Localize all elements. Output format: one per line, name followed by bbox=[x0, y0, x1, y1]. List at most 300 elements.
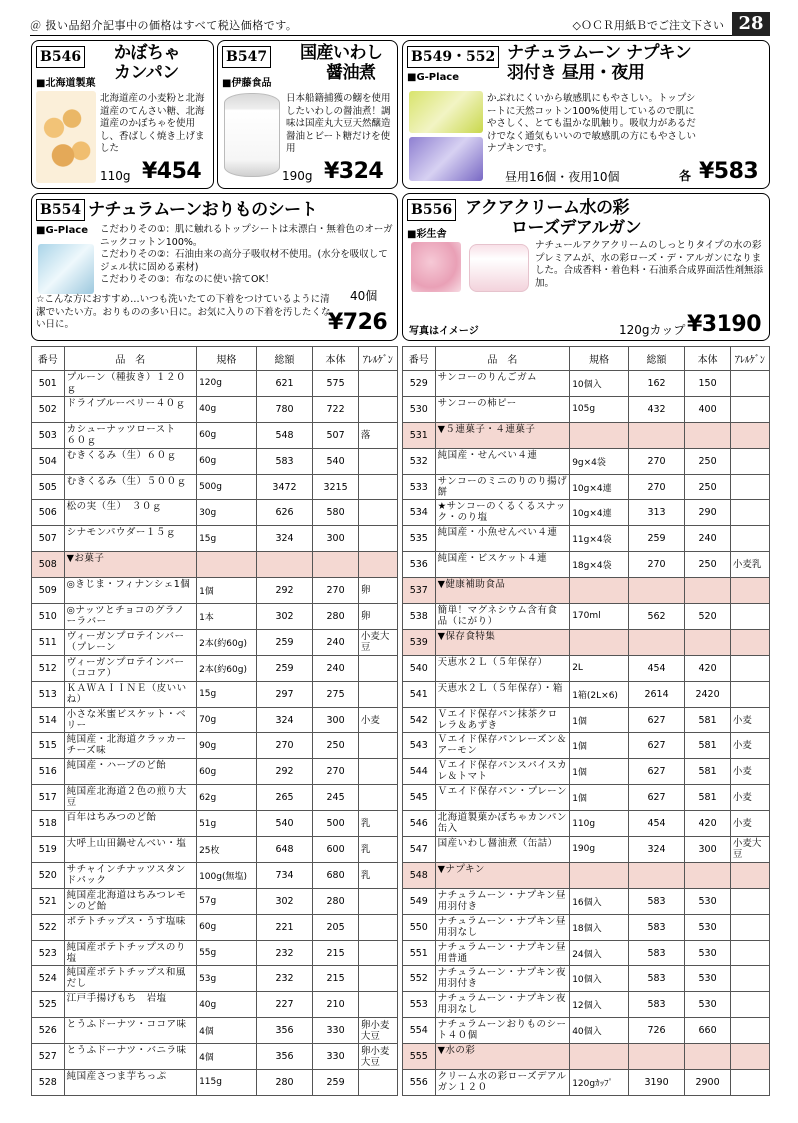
item-spec: 24個入 bbox=[570, 940, 629, 966]
item-spec: 18個入 bbox=[570, 914, 629, 940]
item-base-price: 250 bbox=[685, 552, 731, 578]
item-base-price: 250 bbox=[685, 474, 731, 500]
item-total-price: 454 bbox=[628, 655, 684, 681]
item-allergen bbox=[358, 655, 397, 681]
col-number: 番号 bbox=[32, 347, 65, 371]
item-name: ナチュラムーン・ナプキン昼用羽なし bbox=[435, 914, 570, 940]
product-description: こだわりその①：肌に触れるトップシートは未漂白・無着色のオーガニックコットン100%。 bbox=[100, 224, 393, 248]
item-name: 純国産・ハーブのど飴 bbox=[64, 759, 196, 785]
item-base-price: 250 bbox=[685, 448, 731, 474]
table-row bbox=[32, 448, 398, 474]
item-number: 538 bbox=[403, 604, 436, 630]
product-code: B549・552 bbox=[407, 46, 499, 68]
item-name: プルーン（種抜き）１２０ｇ bbox=[64, 371, 196, 397]
product-card-b546[interactable] bbox=[31, 40, 214, 189]
maker-label: ■伊藤食品 bbox=[222, 78, 272, 89]
item-number: 549 bbox=[403, 888, 436, 914]
item-total-price: 324 bbox=[628, 837, 684, 863]
item-name: ドライブルーベリー４０ｇ bbox=[64, 396, 196, 422]
item-allergen bbox=[730, 1070, 769, 1096]
table-row bbox=[403, 966, 770, 992]
item-number: 505 bbox=[32, 474, 65, 500]
item-total-price: 292 bbox=[256, 578, 312, 604]
item-base-price: 530 bbox=[685, 992, 731, 1018]
item-allergen bbox=[730, 422, 769, 448]
product-image bbox=[409, 137, 483, 181]
item-allergen: 乳 bbox=[358, 837, 397, 863]
item-allergen: 卵 bbox=[358, 578, 397, 604]
product-name: ローズデアルガン bbox=[511, 218, 642, 238]
item-number: 550 bbox=[403, 914, 436, 940]
table-row bbox=[32, 940, 398, 966]
table-row bbox=[403, 371, 770, 397]
table-row bbox=[32, 1044, 398, 1070]
item-base-price: 240 bbox=[313, 655, 359, 681]
item-base-price: 581 bbox=[685, 759, 731, 785]
item-number: 518 bbox=[32, 811, 65, 837]
product-name: 醤油煮 bbox=[326, 63, 376, 83]
item-spec: 70g bbox=[197, 707, 257, 733]
product-code: B546 bbox=[36, 46, 85, 68]
item-allergen bbox=[358, 371, 397, 397]
item-base-price: 530 bbox=[685, 940, 731, 966]
col-number: 番号 bbox=[403, 347, 436, 371]
item-base-price: 520 bbox=[685, 604, 731, 630]
table-row bbox=[32, 1018, 398, 1044]
table-row bbox=[32, 526, 398, 552]
item-number: 512 bbox=[32, 655, 65, 681]
item-total-price: 259 bbox=[256, 655, 312, 681]
item-base-price: 580 bbox=[313, 500, 359, 526]
item-base-price: 660 bbox=[685, 1018, 731, 1044]
item-spec: 9g×4袋 bbox=[570, 448, 629, 474]
item-number: 515 bbox=[32, 733, 65, 759]
item-name: Ｖエイド保存パン・プレーン bbox=[435, 785, 570, 811]
item-spec: 18g×4袋 bbox=[570, 552, 629, 578]
item-base-price: 240 bbox=[685, 526, 731, 552]
item-name: ヴィーガンプロテインバー（プレーン bbox=[64, 629, 196, 655]
item-total-price: 540 bbox=[256, 811, 312, 837]
product-image bbox=[36, 91, 96, 183]
item-name: ▼５連菓子・４連菓子 bbox=[435, 422, 570, 448]
item-allergen bbox=[730, 578, 769, 604]
table-row bbox=[32, 371, 398, 397]
item-name: Ｖエイド保存パン抹茶クロレラ＆あずき bbox=[435, 707, 570, 733]
item-allergen bbox=[358, 526, 397, 552]
item-number: 517 bbox=[32, 785, 65, 811]
item-base-price: 581 bbox=[685, 707, 731, 733]
table-header-row bbox=[403, 347, 770, 371]
product-description: こだわりその③：布なのに使い捨てOK！ bbox=[100, 274, 275, 285]
item-name: ポテトチップス・うす塩味 bbox=[64, 914, 196, 940]
item-name: 百年はちみつのど飴 bbox=[64, 811, 196, 837]
item-name: ナチュラムーン・ナプキン昼用羽付き bbox=[435, 888, 570, 914]
item-base-price: 210 bbox=[313, 992, 359, 1018]
item-name: 純国産ポテトチップス和風だし bbox=[64, 966, 196, 992]
product-size: 190g bbox=[282, 169, 313, 183]
item-spec: 110g bbox=[570, 811, 629, 837]
item-total-price: 292 bbox=[256, 759, 312, 785]
item-spec: 51g bbox=[197, 811, 257, 837]
item-allergen bbox=[358, 552, 397, 578]
item-number: 544 bbox=[403, 759, 436, 785]
category-row bbox=[403, 422, 770, 448]
item-total-price: 270 bbox=[628, 448, 684, 474]
product-card-b547[interactable] bbox=[217, 40, 398, 189]
item-number: 504 bbox=[32, 448, 65, 474]
item-base-price bbox=[685, 422, 731, 448]
category-row bbox=[403, 578, 770, 604]
item-number: 552 bbox=[403, 966, 436, 992]
item-name: 松の実（生） ３０ｇ bbox=[64, 500, 196, 526]
item-spec: 120gｶｯﾌﾟ bbox=[570, 1070, 629, 1096]
page-header bbox=[30, 14, 770, 36]
item-total-price: 356 bbox=[256, 1044, 312, 1070]
item-allergen: 小麦 bbox=[730, 811, 769, 837]
item-allergen bbox=[730, 992, 769, 1018]
item-allergen bbox=[730, 914, 769, 940]
table-row bbox=[32, 862, 398, 888]
item-base-price: 680 bbox=[313, 862, 359, 888]
item-base-price: 300 bbox=[313, 526, 359, 552]
item-allergen bbox=[358, 396, 397, 422]
table-row bbox=[32, 681, 398, 707]
item-number: 551 bbox=[403, 940, 436, 966]
item-total-price: 627 bbox=[628, 707, 684, 733]
product-name: ナチュラムーンおりものシート bbox=[88, 200, 318, 220]
item-spec: 2本(約60g) bbox=[197, 629, 257, 655]
product-table-left bbox=[31, 346, 398, 1096]
product-image bbox=[469, 244, 529, 292]
product-price: ¥583 bbox=[699, 159, 759, 184]
item-number: 510 bbox=[32, 604, 65, 630]
category-row bbox=[403, 629, 770, 655]
item-allergen: 卵小麦大豆 bbox=[358, 1044, 397, 1070]
item-number: 541 bbox=[403, 681, 436, 707]
item-spec: 10個入 bbox=[570, 966, 629, 992]
item-name: クリーム水の彩ローズデアルガン１２０ bbox=[435, 1070, 570, 1096]
item-spec: 16個入 bbox=[570, 888, 629, 914]
item-allergen: 小麦 bbox=[730, 707, 769, 733]
item-number: 501 bbox=[32, 371, 65, 397]
item-base-price: 581 bbox=[685, 785, 731, 811]
item-number: 533 bbox=[403, 474, 436, 500]
item-spec: 40個入 bbox=[570, 1018, 629, 1044]
item-spec: 15g bbox=[197, 526, 257, 552]
item-spec: 90g bbox=[197, 733, 257, 759]
item-base-price bbox=[313, 552, 359, 578]
product-card-b554[interactable] bbox=[31, 193, 398, 341]
product-description: ☆こんな方におすすめ…いつも洗いたての下着をつけているように清潔でいたい方。おりものの多い日に。お気に入りの下着を汚したくない日に。 bbox=[36, 294, 331, 330]
item-allergen: 小麦乳 bbox=[730, 552, 769, 578]
item-spec: 170ml bbox=[570, 604, 629, 630]
col-spec: 規格 bbox=[197, 347, 257, 371]
table-row bbox=[32, 1070, 398, 1096]
item-number: 503 bbox=[32, 422, 65, 448]
item-total-price: 583 bbox=[256, 448, 312, 474]
product-description: 日本船籍捕獲の鰯を使用したいわしの醤油煮！調味は国産丸大豆天然醸造醤油とビート糖だけを使用 bbox=[286, 93, 391, 154]
item-allergen bbox=[358, 1070, 397, 1096]
item-number: 509 bbox=[32, 578, 65, 604]
item-allergen bbox=[730, 940, 769, 966]
table-row bbox=[403, 707, 770, 733]
item-number: 532 bbox=[403, 448, 436, 474]
item-allergen bbox=[358, 940, 397, 966]
item-base-price: 270 bbox=[313, 759, 359, 785]
item-name: とうふドーナツ・ココア味 bbox=[64, 1018, 196, 1044]
item-number: 516 bbox=[32, 759, 65, 785]
product-name: アクアクリーム水の彩 bbox=[465, 198, 629, 218]
product-price: ¥454 bbox=[142, 159, 202, 184]
product-description: こだわりその②：石油由来の高分子吸収材不使用。(水分を吸収してジェル状に固める素材) bbox=[100, 249, 388, 273]
item-number: 555 bbox=[403, 1044, 436, 1070]
item-name: ▼健康補助食品 bbox=[435, 578, 570, 604]
table-row bbox=[32, 629, 398, 655]
table-row bbox=[403, 1018, 770, 1044]
col-name: 品 名 bbox=[435, 347, 570, 371]
table-row bbox=[32, 785, 398, 811]
item-spec: 25枚 bbox=[197, 837, 257, 863]
item-number: 528 bbox=[32, 1070, 65, 1096]
tax-note: ＠ 扱い品紹介記事中の価格はすべて税込価格です。 bbox=[30, 19, 298, 32]
item-spec: 1個 bbox=[570, 785, 629, 811]
product-description: 北海道産の小麦粉と北海道産のてんさい糖、北海道産のかぼちゃを使用し、香ばしく焼き上げました bbox=[100, 93, 205, 154]
table-row bbox=[403, 759, 770, 785]
item-name: 純国産・北海道クラッカーチーズ味 bbox=[64, 733, 196, 759]
item-total-price: 270 bbox=[628, 552, 684, 578]
item-allergen bbox=[730, 500, 769, 526]
table-row bbox=[403, 992, 770, 1018]
item-allergen: 小麦 bbox=[730, 785, 769, 811]
item-allergen bbox=[730, 604, 769, 630]
item-name: ◎きじま・フィナンシェ1個 bbox=[64, 578, 196, 604]
product-card-b549[interactable] bbox=[402, 40, 770, 189]
item-number: 553 bbox=[403, 992, 436, 1018]
category-row bbox=[403, 862, 770, 888]
item-base-price: 280 bbox=[313, 888, 359, 914]
item-spec: 100g(無塩) bbox=[197, 862, 257, 888]
item-total-price: 627 bbox=[628, 759, 684, 785]
item-number: 524 bbox=[32, 966, 65, 992]
item-name: ★サンコーのくるくるスナック・のり塩 bbox=[435, 500, 570, 526]
item-name: 純国産北海道はちみつレモンのど飴 bbox=[64, 888, 196, 914]
item-allergen bbox=[730, 1018, 769, 1044]
item-spec: 1本 bbox=[197, 604, 257, 630]
item-base-price: 540 bbox=[313, 448, 359, 474]
item-number: 513 bbox=[32, 681, 65, 707]
item-name: 小さな米蜜ビスケット・ベリー bbox=[64, 707, 196, 733]
item-total-price: 583 bbox=[628, 914, 684, 940]
product-card-b556[interactable] bbox=[402, 193, 770, 341]
table-row bbox=[403, 837, 770, 863]
item-number: 539 bbox=[403, 629, 436, 655]
item-number: 514 bbox=[32, 707, 65, 733]
item-total-price: 302 bbox=[256, 604, 312, 630]
item-name: Ｖエイド保存パンスパイスカレ＆トマト bbox=[435, 759, 570, 785]
item-base-price bbox=[685, 1044, 731, 1070]
item-name: 天恵水２Ｌ（５年保存） bbox=[435, 655, 570, 681]
table-row bbox=[403, 733, 770, 759]
item-total-price: 780 bbox=[256, 396, 312, 422]
item-number: 521 bbox=[32, 888, 65, 914]
item-allergen bbox=[358, 733, 397, 759]
item-number: 535 bbox=[403, 526, 436, 552]
item-name: Ｖエイド保存パンレーズン＆アーモン bbox=[435, 733, 570, 759]
item-number: 554 bbox=[403, 1018, 436, 1044]
item-spec: 53g bbox=[197, 966, 257, 992]
item-number: 511 bbox=[32, 629, 65, 655]
table-row bbox=[32, 422, 398, 448]
item-allergen: 落 bbox=[358, 422, 397, 448]
item-base-price: 500 bbox=[313, 811, 359, 837]
item-name: ナチュラムーン・ナプキン昼用普通 bbox=[435, 940, 570, 966]
item-name: 純国産・せんべい４連 bbox=[435, 448, 570, 474]
item-base-price: 215 bbox=[313, 940, 359, 966]
item-spec: 11g×4袋 bbox=[570, 526, 629, 552]
item-spec: 10個入 bbox=[570, 371, 629, 397]
item-total-price: 297 bbox=[256, 681, 312, 707]
item-base-price: 300 bbox=[313, 707, 359, 733]
item-total-price: 227 bbox=[256, 992, 312, 1018]
table-row bbox=[403, 914, 770, 940]
item-number: 537 bbox=[403, 578, 436, 604]
item-name: ▼保存食特集 bbox=[435, 629, 570, 655]
item-spec: 55g bbox=[197, 940, 257, 966]
table-row bbox=[403, 681, 770, 707]
item-name: ナチュラムーン・ナプキン夜用羽なし bbox=[435, 992, 570, 1018]
col-total: 総額 bbox=[628, 347, 684, 371]
item-allergen bbox=[730, 474, 769, 500]
item-total-price bbox=[628, 422, 684, 448]
item-number: 536 bbox=[403, 552, 436, 578]
product-price: ¥3190 bbox=[687, 312, 762, 337]
item-spec: 30g bbox=[197, 500, 257, 526]
maker-label: ■G-Place bbox=[407, 72, 460, 83]
product-image bbox=[409, 91, 483, 133]
item-allergen bbox=[358, 474, 397, 500]
item-allergen bbox=[730, 629, 769, 655]
col-base: 本体 bbox=[685, 347, 731, 371]
ocr-note: ◇ＯＣＲ用紙Ｂでご注文下さい bbox=[572, 19, 724, 32]
item-base-price: 3215 bbox=[313, 474, 359, 500]
col-spec: 規格 bbox=[570, 347, 629, 371]
item-spec: 120g bbox=[197, 371, 257, 397]
item-allergen bbox=[358, 888, 397, 914]
table-row bbox=[403, 552, 770, 578]
item-allergen bbox=[358, 992, 397, 1018]
item-spec: 1個 bbox=[570, 733, 629, 759]
item-name: サンコーの柿ピー bbox=[435, 396, 570, 422]
col-total: 総額 bbox=[256, 347, 312, 371]
item-spec: 15g bbox=[197, 681, 257, 707]
item-name: 天恵水２Ｌ（５年保存）・箱 bbox=[435, 681, 570, 707]
category-row bbox=[403, 1044, 770, 1070]
item-total-price: 259 bbox=[628, 526, 684, 552]
item-name: 北海道製菓かぼちゃカンパン缶入 bbox=[435, 811, 570, 837]
item-total-price: 324 bbox=[256, 707, 312, 733]
item-base-price: 530 bbox=[685, 888, 731, 914]
item-total-price: 3190 bbox=[628, 1070, 684, 1096]
item-name: カシューナッツロースト ６０ｇ bbox=[64, 422, 196, 448]
table-row bbox=[403, 396, 770, 422]
item-base-price: 250 bbox=[313, 733, 359, 759]
item-total-price: 221 bbox=[256, 914, 312, 940]
item-total-price: 548 bbox=[256, 422, 312, 448]
item-number: 543 bbox=[403, 733, 436, 759]
product-image bbox=[224, 93, 280, 177]
item-name: ▼水の彩 bbox=[435, 1044, 570, 1070]
item-number: 534 bbox=[403, 500, 436, 526]
item-number: 527 bbox=[32, 1044, 65, 1070]
item-number: 523 bbox=[32, 940, 65, 966]
table-row bbox=[32, 396, 398, 422]
item-name: 純国産・ビスケット４連 bbox=[435, 552, 570, 578]
item-spec: 10g×4連 bbox=[570, 500, 629, 526]
table-row bbox=[403, 500, 770, 526]
photo-note: 写真はイメージ bbox=[409, 326, 479, 337]
product-size: 40個 bbox=[350, 289, 378, 303]
item-spec: 2L bbox=[570, 655, 629, 681]
item-total-price: 356 bbox=[256, 1018, 312, 1044]
item-spec: 115g bbox=[197, 1070, 257, 1096]
item-name: 純国産さつま芋ちっぷ bbox=[64, 1070, 196, 1096]
item-total-price: 313 bbox=[628, 500, 684, 526]
item-name: むきくるみ（生）５００ｇ bbox=[64, 474, 196, 500]
item-spec: 4個 bbox=[197, 1044, 257, 1070]
item-base-price bbox=[685, 629, 731, 655]
item-total-price bbox=[628, 862, 684, 888]
item-spec: 12個入 bbox=[570, 992, 629, 1018]
product-code: B554 bbox=[36, 199, 85, 221]
product-price: ¥726 bbox=[328, 310, 388, 335]
col-name: 品 名 bbox=[64, 347, 196, 371]
product-table-right bbox=[402, 346, 770, 1096]
product-name: 国産いわし bbox=[300, 43, 383, 63]
item-base-price: 2420 bbox=[685, 681, 731, 707]
item-total-price bbox=[628, 1044, 684, 1070]
item-spec: 2本(約60g) bbox=[197, 655, 257, 681]
table-row bbox=[32, 733, 398, 759]
product-name: ナチュラムーン ナプキン bbox=[507, 43, 692, 63]
item-allergen: 卵小麦大豆 bbox=[358, 1018, 397, 1044]
item-allergen bbox=[358, 785, 397, 811]
item-number: 547 bbox=[403, 837, 436, 863]
product-price: ¥324 bbox=[324, 159, 384, 184]
item-total-price: 432 bbox=[628, 396, 684, 422]
item-allergen bbox=[358, 914, 397, 940]
item-number: 529 bbox=[403, 371, 436, 397]
item-total-price: 280 bbox=[256, 1070, 312, 1096]
table-row bbox=[403, 655, 770, 681]
item-name: サンコーのミニのりのり揚げ餅 bbox=[435, 474, 570, 500]
item-spec: 57g bbox=[197, 888, 257, 914]
maker-label: ■北海道製菓 bbox=[36, 78, 96, 89]
product-code: B556 bbox=[407, 199, 456, 221]
item-base-price: 240 bbox=[313, 629, 359, 655]
table-row bbox=[403, 940, 770, 966]
item-spec: 40g bbox=[197, 396, 257, 422]
item-base-price bbox=[685, 578, 731, 604]
item-base-price: 280 bbox=[313, 604, 359, 630]
item-base-price: 245 bbox=[313, 785, 359, 811]
item-base-price: 420 bbox=[685, 655, 731, 681]
item-spec: 190g bbox=[570, 837, 629, 863]
item-spec: 62g bbox=[197, 785, 257, 811]
table-row bbox=[32, 474, 398, 500]
item-number: 545 bbox=[403, 785, 436, 811]
item-total-price: 302 bbox=[256, 888, 312, 914]
item-spec bbox=[570, 578, 629, 604]
